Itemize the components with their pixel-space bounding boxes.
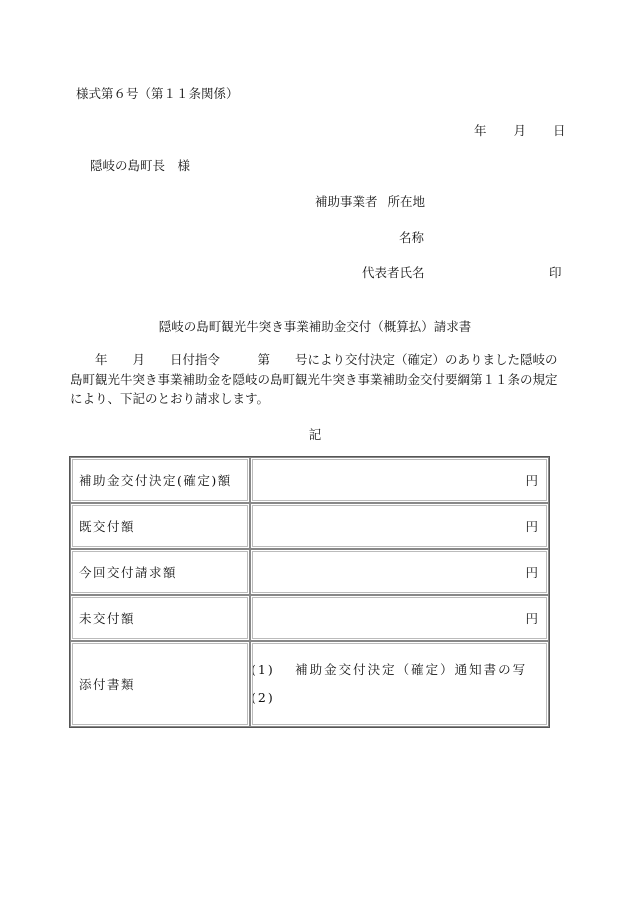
row-label: 未交付額 — [70, 595, 250, 641]
attachments-label: 添付書類 — [70, 641, 250, 727]
applicant-address-row — [315, 192, 425, 210]
table-row — [70, 457, 549, 503]
attachment-item: (2) — [251, 690, 275, 705]
addressee: 隠岐の島町長 様 — [90, 158, 191, 173]
form-number: 様式第６号（第１１条関係） — [76, 86, 239, 101]
applicant-name-label: 名称 — [399, 230, 425, 245]
body-text — [70, 350, 564, 409]
date-day: 日 — [553, 123, 566, 138]
attachments-row — [70, 641, 549, 727]
claim-table — [69, 456, 550, 728]
table-row — [70, 503, 549, 549]
row-value: 円 — [250, 549, 549, 595]
attachment-item: (1) 補助金交付決定（確定）通知書の写 — [251, 662, 528, 677]
applicant-role-label: 補助事業者 — [315, 194, 378, 209]
row-value: 円 — [250, 457, 549, 503]
ki-heading: 記 — [308, 427, 322, 442]
body-line-2: 島町観光牛突き事業補助金を隠岐の島町観光牛突き事業補助金交付要綱第１１条の規定 — [70, 371, 558, 387]
applicant-rep-label: 代表者氏名 — [362, 265, 425, 280]
attachments-list — [250, 641, 549, 727]
row-label: 既交付額 — [70, 503, 250, 549]
date-line — [474, 121, 566, 139]
applicant-address-label: 所在地 — [387, 194, 426, 209]
row-value: 円 — [250, 503, 549, 549]
table-row — [70, 549, 549, 595]
date-year: 年 — [474, 123, 487, 138]
body-line-1: 年 月 日付指令 第 号により交付決定（確定）のありました隠岐の — [70, 352, 558, 367]
row-value: 円 — [250, 595, 549, 641]
document-title: 隠岐の島町観光牛突き事業補助金交付（概算払）請求書 — [158, 319, 472, 334]
table-row — [70, 595, 549, 641]
row-label: 今回交付請求額 — [70, 549, 250, 595]
date-month: 月 — [513, 123, 527, 138]
body-line-3: により、下記のとおり請求します。 — [70, 391, 270, 406]
seal-label: 印 — [549, 265, 562, 280]
row-label: 補助金交付決定(確定)額 — [70, 457, 250, 503]
